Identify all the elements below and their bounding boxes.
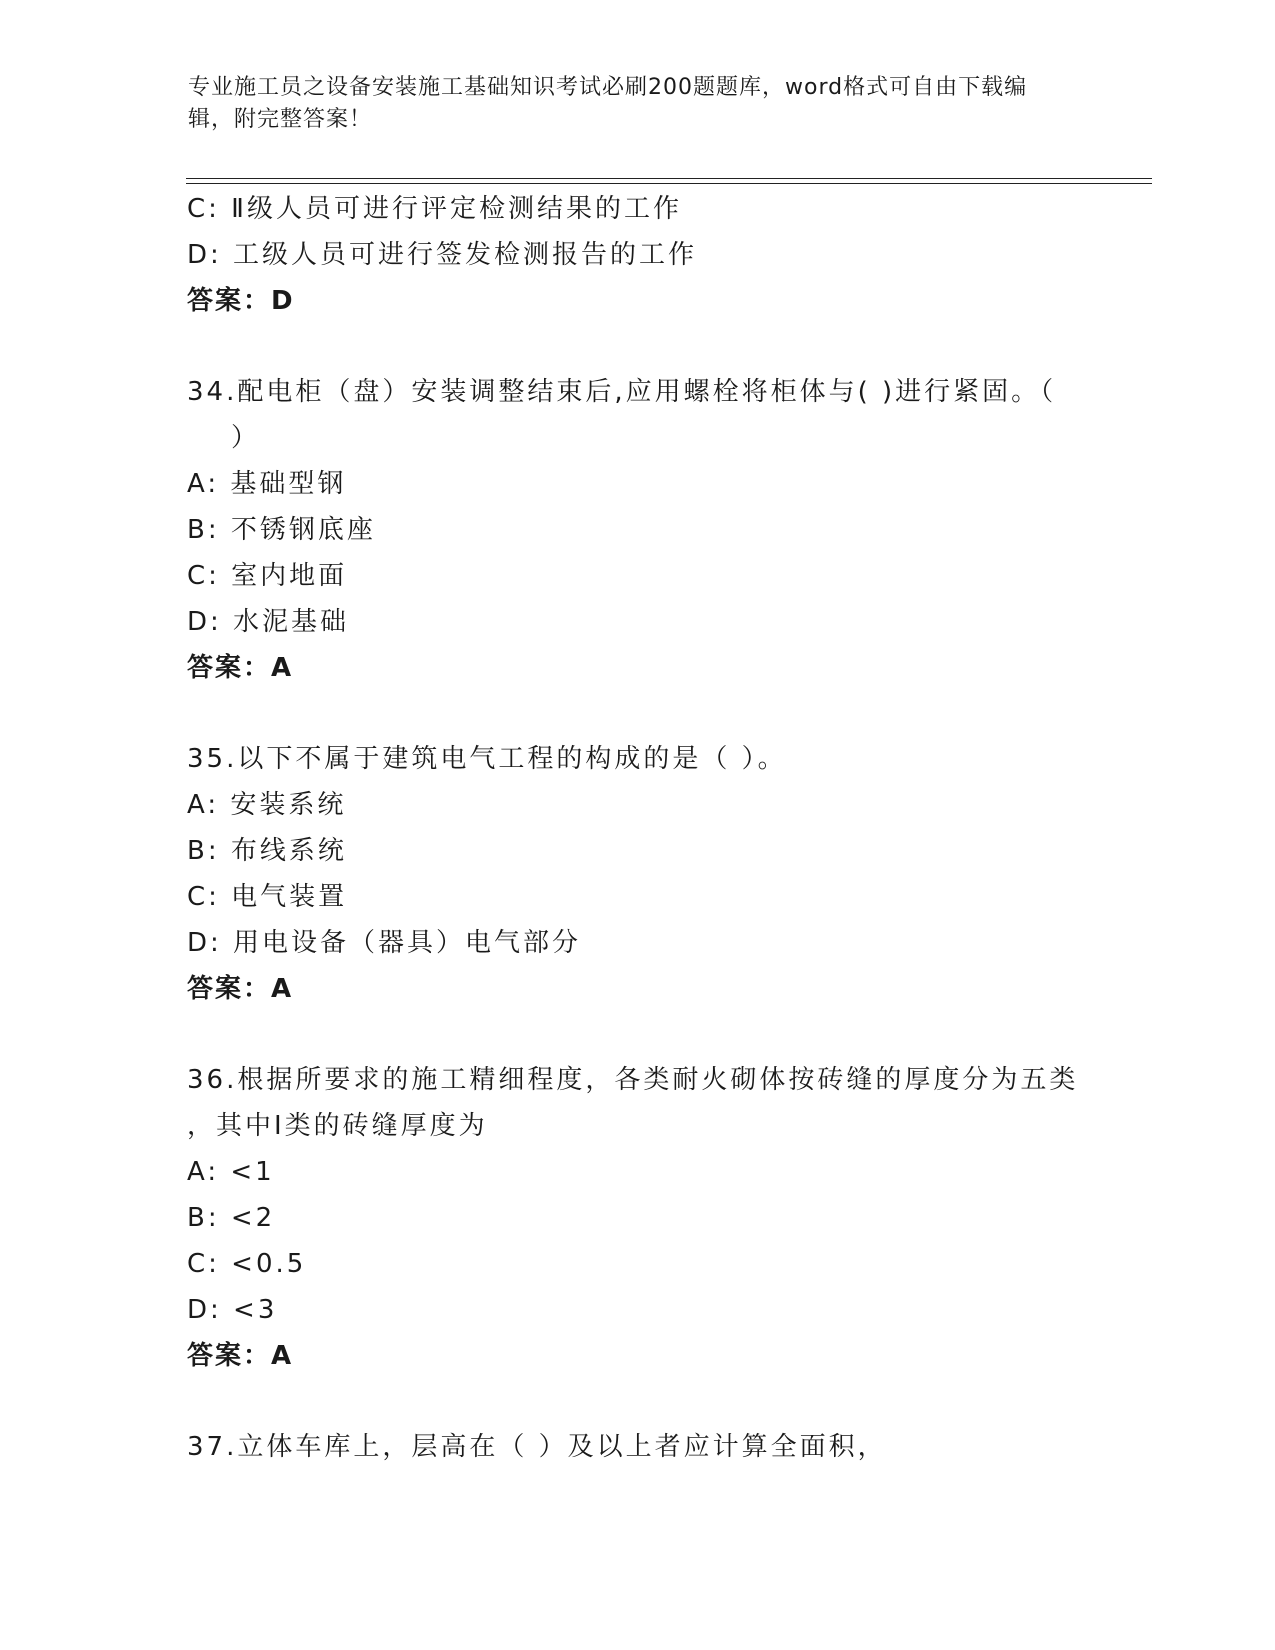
option-a: A: 基础型钢 xyxy=(187,469,347,499)
option-d: D: 水泥基础 xyxy=(187,607,350,637)
option-d: D: <3 xyxy=(187,1295,278,1325)
answer-line: 答案：A xyxy=(187,974,294,1004)
question-stem-continued: ） xyxy=(231,423,261,453)
option-a: A: <1 xyxy=(187,1157,275,1187)
question-35 xyxy=(187,736,1087,1012)
option-b: B: 布线系统 xyxy=(187,836,347,866)
question-stem: 36.根据所要求的施工精细程度，各类耐火砌体按砖缝的厚度分为五类 xyxy=(187,1065,1079,1095)
question-stem: 35.以下不属于建筑电气工程的构成的是（ ）。 xyxy=(187,744,787,774)
option-a: A: 安装系统 xyxy=(187,790,347,820)
question-stem: 37.立体车库上，层高在（ ）及以上者应计算全面积， xyxy=(187,1432,887,1462)
option-c: C: <0.5 xyxy=(187,1249,307,1279)
answer-line: 答案：D xyxy=(187,286,295,316)
document-header: 专业施工员之设备安装施工基础知识考试必刷200题题库，word格式可自由下载编辑，附完整答案！ xyxy=(188,75,1028,132)
header-rule-bottom xyxy=(186,183,1152,184)
question-37 xyxy=(187,1424,1087,1470)
question-36 xyxy=(187,1057,1087,1379)
option-c: C: 电气装置 xyxy=(187,882,348,912)
option-b: B: 不锈钢底座 xyxy=(187,515,376,545)
option-c: C: 室内地面 xyxy=(187,561,348,591)
option-b: B: <2 xyxy=(187,1203,276,1233)
question-stem: 34.配电柜（盘）安装调整结束后,应用螺栓将柜体与( )进行紧固。（ xyxy=(187,377,1057,407)
question-stem-continued: ，其中Ⅰ类的砖缝厚度为 xyxy=(187,1111,488,1141)
header-rule-top xyxy=(186,178,1152,179)
question-list xyxy=(187,186,1087,1470)
answer-line: 答案：A xyxy=(187,653,294,683)
option-d: D: 工级人员可进行签发检测报告的工作 xyxy=(187,240,698,270)
question-34 xyxy=(187,369,1087,691)
option-c: C: Ⅱ级人员可进行评定检测结果的工作 xyxy=(187,194,682,224)
option-d: D: 用电设备（器具）电气部分 xyxy=(187,928,582,958)
prev-question-block xyxy=(187,186,1087,324)
answer-line: 答案：A xyxy=(187,1341,294,1371)
